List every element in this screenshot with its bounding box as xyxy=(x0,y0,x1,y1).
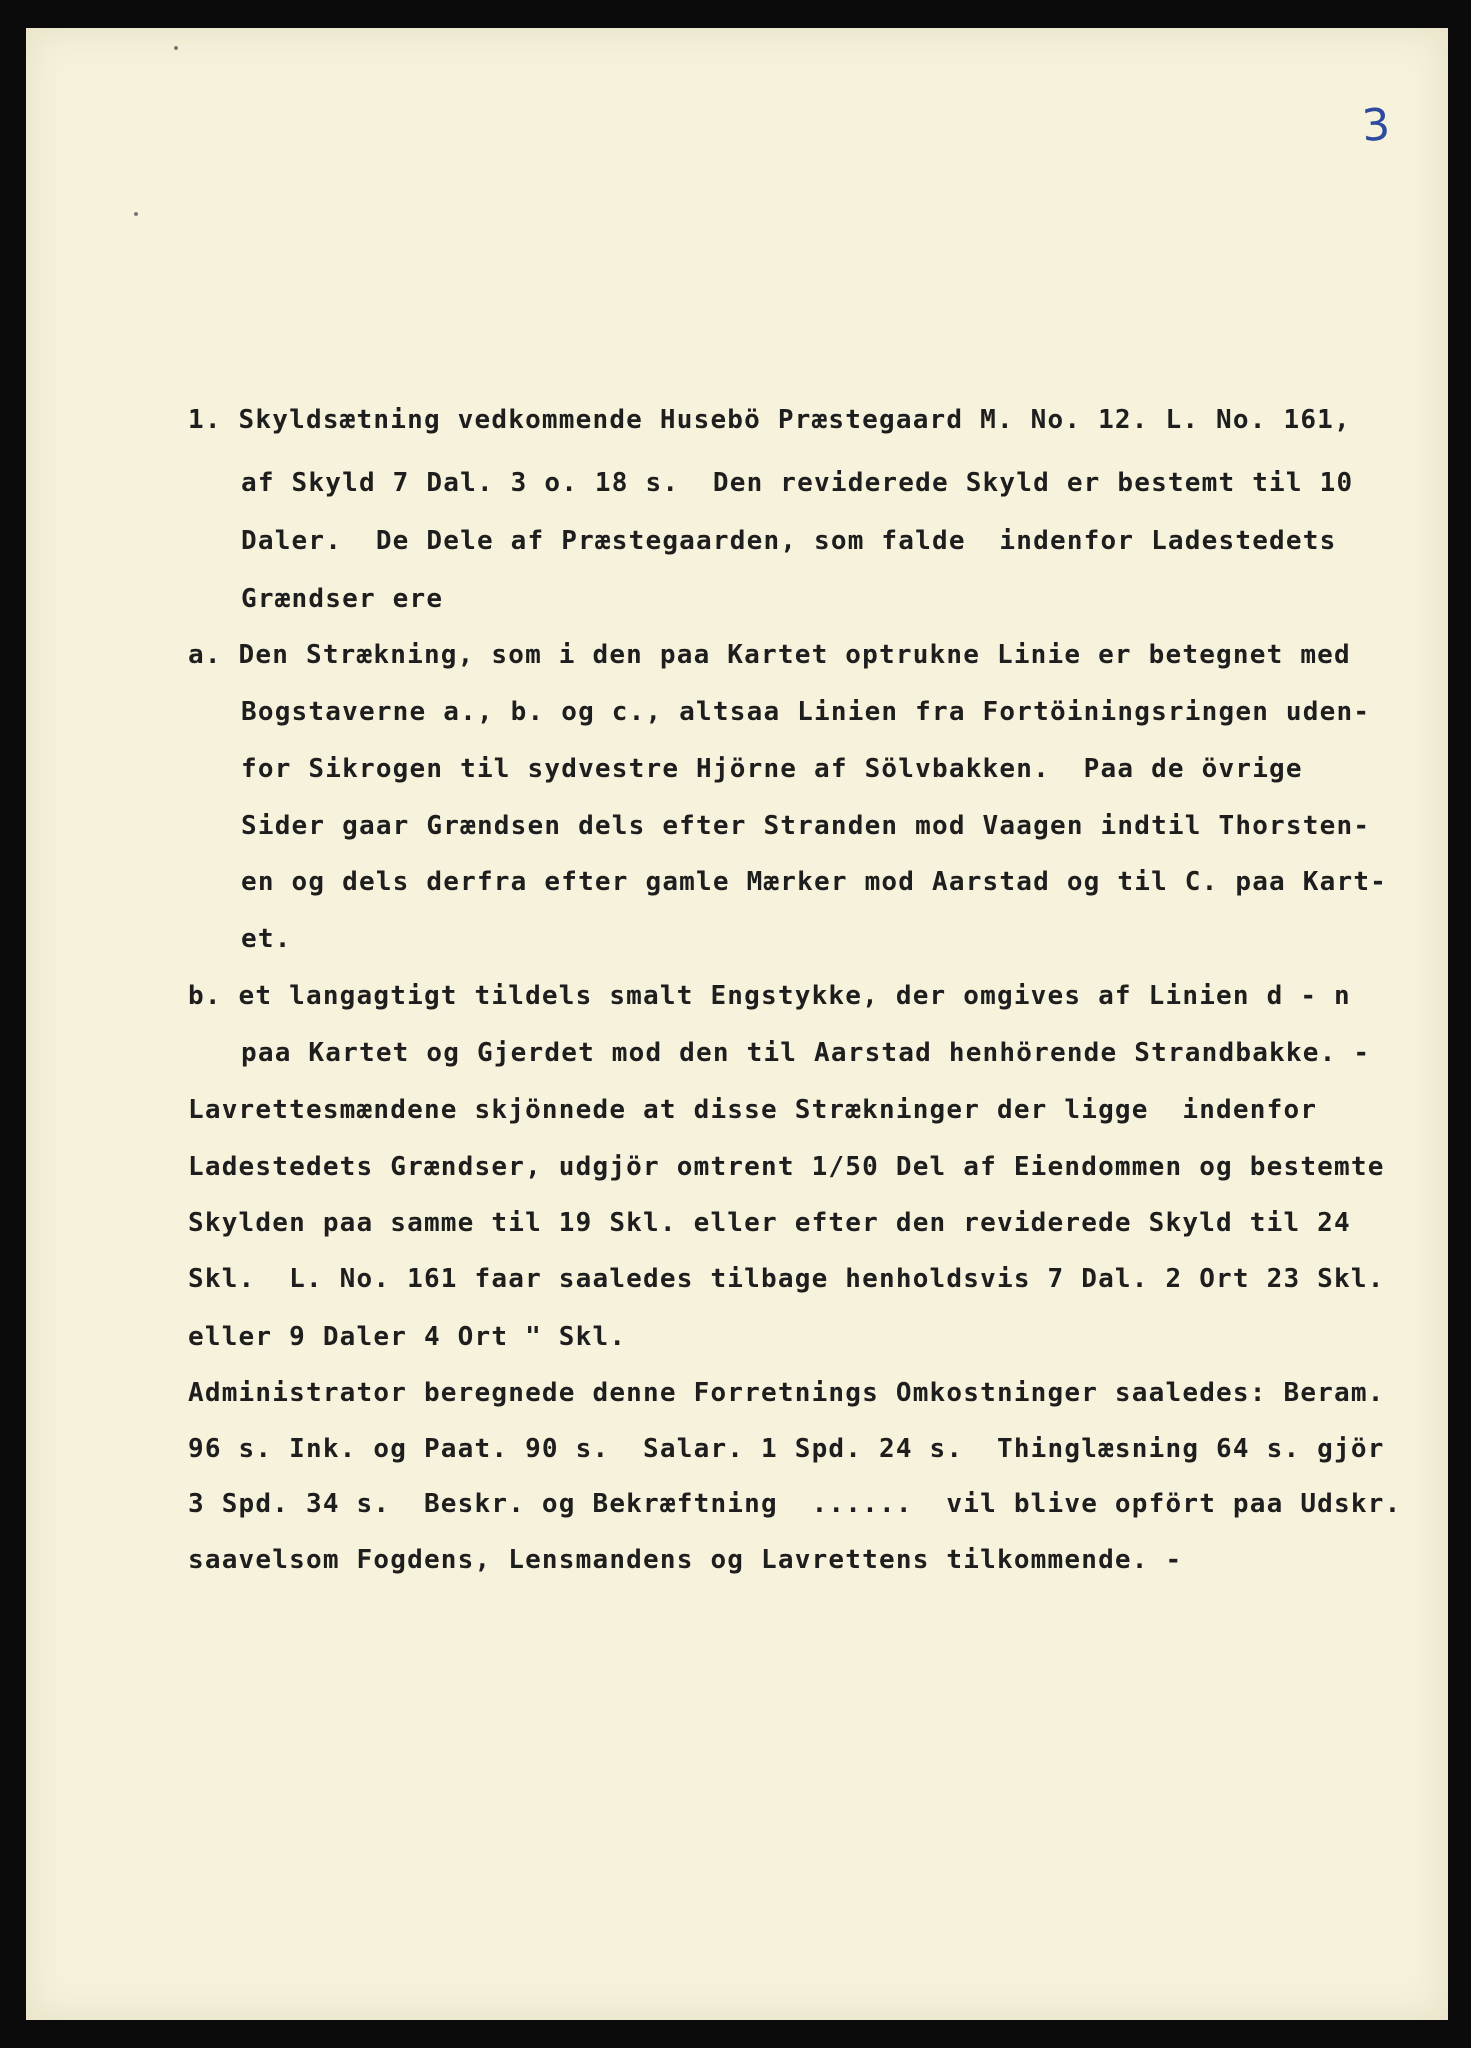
text-line: 96 s. Ink. og Paat. 90 s. Salar. 1 Spd. 24 s. Thinglæsning 64 s. gjör xyxy=(188,1434,1385,1464)
text-line: 1. Skyldsætning vedkommende Husebö Præstegaard M. No. 12. L. No. 161, xyxy=(188,405,1351,435)
text-line: Administrator beregnede denne Forretnings Omkostninger saaledes: Beram. xyxy=(188,1378,1385,1408)
margin-mark xyxy=(174,46,178,50)
text-line: Ladestedets Grændser, udgjör omtrent 1/50 Del af Eiendommen og bestemte xyxy=(188,1152,1385,1182)
text-line: Daler. De Dele af Præstegaarden, som falde indenfor Ladestedets xyxy=(241,526,1337,556)
text-line: Skl. L. No. 161 faar saaledes tilbage henholdsvis 7 Dal. 2 Ort 23 Skl. xyxy=(188,1264,1385,1294)
text-line: Bogstaverne a., b. og c., altsaa Linien fra Fortöiningsringen uden- xyxy=(241,697,1371,727)
text-line: Sider gaar Grændsen dels efter Stranden mod Vaagen indtil Thorsten- xyxy=(241,811,1371,841)
document-page xyxy=(26,28,1448,2020)
text-line: en og dels derfra efter gamle Mærker mod Aarstad og til C. paa Kart- xyxy=(241,867,1388,897)
text-line: 3 Spd. 34 s. Beskr. og Bekræftning ...... vil blive opfört paa Udskr. xyxy=(188,1489,1402,1519)
text-line: paa Kartet og Gjerdet mod den til Aarstad henhörende Strandbakke. - xyxy=(241,1038,1371,1068)
text-line: et. xyxy=(241,924,292,954)
text-line: for Sikrogen til sydvestre Hjörne af Sölvbakken. Paa de övrige xyxy=(241,754,1303,784)
text-line: b. et langagtigt tildels smalt Engstykke, der omgives af Linien d - n xyxy=(188,981,1351,1011)
page-number: 3 xyxy=(1360,99,1392,152)
text-line: Lavrettesmændene skjönnede at disse Strækninger der ligge indenfor xyxy=(188,1095,1318,1125)
text-line: af Skyld 7 Dal. 3 o. 18 s. Den reviderede Skyld er bestemt til 10 xyxy=(241,468,1354,498)
text-line: a. Den Strækning, som i den paa Kartet optrukne Linie er betegnet med xyxy=(188,640,1351,670)
text-line: Skylden paa samme til 19 Skl. eller efter den reviderede Skyld til 24 xyxy=(188,1208,1351,1238)
margin-mark xyxy=(134,212,138,216)
text-line: eller 9 Daler 4 Ort " Skl. xyxy=(188,1322,627,1352)
text-line: Grændser ere xyxy=(241,584,444,614)
text-line: saavelsom Fogdens, Lensmandens og Lavrettens tilkommende. - xyxy=(188,1545,1183,1575)
